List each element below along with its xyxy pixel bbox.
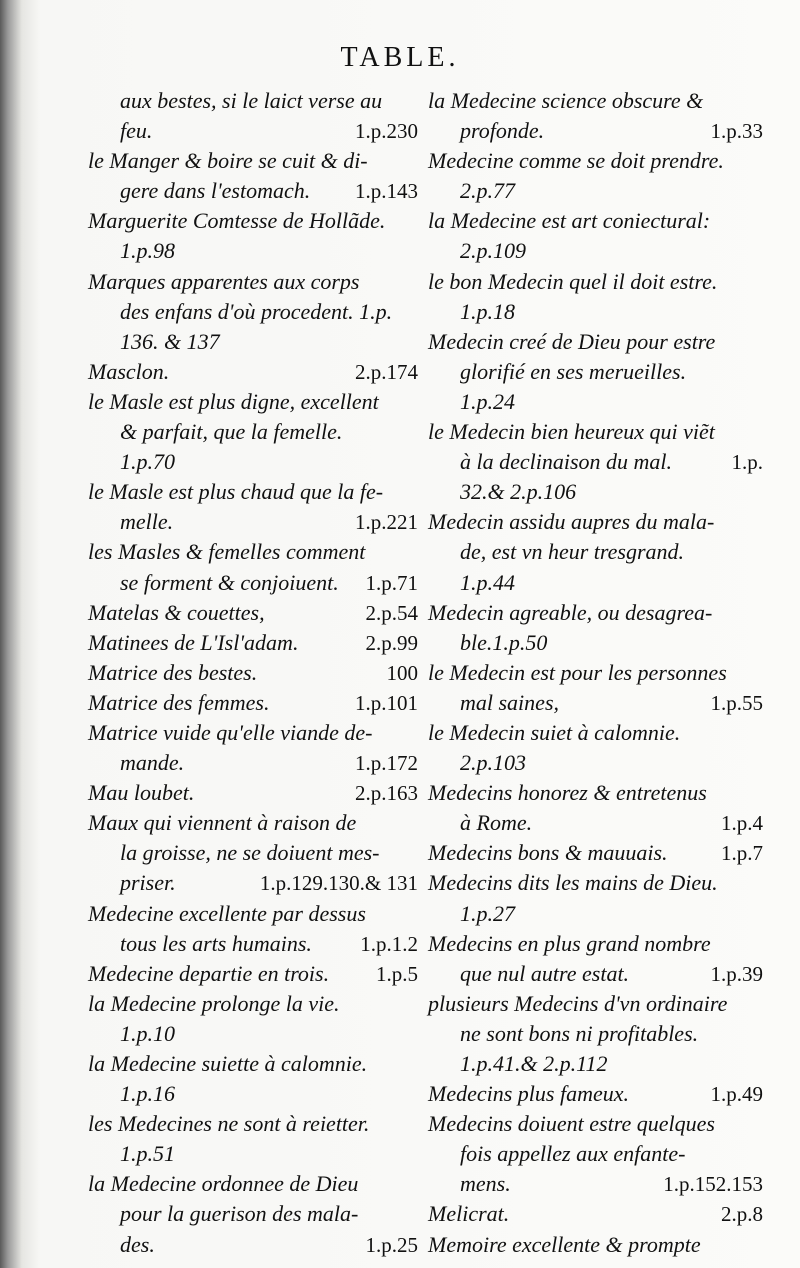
index-entry-text: 1.p.16: [120, 1081, 175, 1107]
index-line: [88, 718, 418, 748]
index-entry-text: Marguerite Comtesse de Hollãde.: [88, 208, 386, 234]
index-entry-text: le Medecin suiet à calomnie.: [428, 719, 681, 745]
page-header: TABLE.: [340, 42, 460, 73]
index-line: [88, 899, 418, 929]
index-line: [88, 989, 418, 1019]
index-line: [88, 658, 418, 688]
index-line: [88, 628, 418, 658]
index-entry-text: la Medecine science obscure &: [428, 88, 704, 113]
index-entry-text: 1.p.44: [460, 569, 515, 595]
index-line: [428, 568, 763, 598]
index-line: [428, 1019, 763, 1049]
page-reference: 1.p.101: [355, 690, 418, 715]
index-column-left: [88, 86, 418, 1260]
index-entry-text: Medecins en plus grand nombre: [428, 930, 711, 956]
index-line: [88, 297, 418, 327]
index-line: [428, 688, 763, 718]
index-entry-text: ble.1.p.50: [460, 629, 548, 655]
page-reference: 2.p.54: [365, 600, 418, 625]
index-entry-text: fois appellez aux enfante-: [460, 1141, 686, 1167]
index-line: [88, 507, 418, 537]
index-entry-text: mande.: [120, 750, 185, 776]
index-entry-text: le Manger & boire se cuit & di-: [88, 148, 368, 174]
index-line: [428, 537, 763, 567]
index-line: [88, 959, 418, 989]
index-line: [88, 778, 418, 808]
index-line: [428, 598, 763, 628]
index-line: [88, 477, 418, 507]
index-entry-text: 1.p.10: [120, 1020, 175, 1046]
index-line: [88, 1109, 418, 1139]
index-entry-text: les Medecines ne sont à reietter.: [88, 1111, 370, 1137]
index-entry-text: Medecins plus fameux.: [428, 1081, 629, 1107]
index-entry-text: Marques apparentes aux corps: [88, 268, 360, 294]
index-entry-text: le Medecin bien heureux qui viẽt: [428, 419, 715, 445]
index-line: [88, 748, 418, 778]
page-reference: 1.p.71: [365, 570, 418, 595]
index-line: [88, 327, 418, 357]
index-line: [88, 568, 418, 598]
page-reference: 1.p.33: [710, 119, 763, 144]
index-entry-text: priser.: [120, 870, 176, 896]
index-line: [88, 206, 418, 236]
index-entry-text: Medecins dits les mains de Dieu.: [428, 870, 718, 896]
page-reference: 2.p.174: [355, 359, 418, 384]
index-entry-text: se forment & conjoiuent.: [120, 569, 339, 595]
index-line: [428, 1169, 763, 1199]
index-entry-text: Medecin assidu aupres du mala-: [428, 509, 715, 535]
page-reference: 1.p.152.153: [663, 1172, 763, 1197]
index-entry-text: des.: [120, 1231, 155, 1257]
page-reference: 1.p.55: [710, 690, 763, 715]
index-line: [88, 236, 418, 266]
index-entry-text: profonde.: [460, 118, 545, 144]
index-line: [88, 267, 418, 297]
index-line: [88, 1139, 418, 1169]
index-line: [88, 417, 418, 447]
index-entry-text: gere dans l'estomach.: [120, 178, 311, 204]
index-line: [88, 86, 418, 116]
page-reference: 1.p.49: [710, 1082, 763, 1107]
index-line: [88, 1199, 418, 1229]
index-entry-text: 1.p.27: [460, 900, 515, 926]
index-entry-text: la Medecine suiette à calomnie.: [88, 1051, 368, 1076]
page-reference: 1.p.1.2: [360, 931, 418, 956]
index-line: [88, 176, 418, 206]
index-line: [428, 297, 763, 327]
index-line: [428, 1199, 763, 1229]
index-line: [428, 146, 763, 176]
page-reference: 1.p.129.130.& 131: [259, 871, 418, 896]
index-entry-text: 2.p.109: [460, 238, 526, 264]
index-entry-text: la Medecine ordonnee de Dieu: [88, 1171, 359, 1197]
page-reference: 1.p.221: [355, 510, 418, 535]
page-reference: 1.p.4: [721, 811, 763, 836]
index-entry-text: Medecin agreable, ou desagrea-: [428, 599, 713, 625]
index-entry-text: 1.p.24: [460, 388, 515, 414]
index-entry-text: Medecins bons & mauuais.: [428, 840, 668, 866]
index-entry-text: la Medecine est art coniectural:: [428, 208, 711, 234]
index-entry-text: des enfans d'où procedent. 1.p.: [120, 298, 393, 324]
index-line: [88, 537, 418, 567]
index-line: [428, 778, 763, 808]
index-line: [88, 808, 418, 838]
index-line: [428, 718, 763, 748]
index-line: [428, 838, 763, 868]
index-line: [428, 447, 763, 477]
index-line: [88, 447, 418, 477]
index-line: [428, 267, 763, 297]
index-line: [88, 688, 418, 718]
page-reference: 2.p.99: [365, 630, 418, 655]
index-entry-text: Medecine excellente par dessus: [88, 900, 366, 926]
index-entry-text: Matrice des bestes.: [88, 659, 258, 685]
index-line: [88, 146, 418, 176]
index-line: [428, 116, 763, 146]
index-entry-text: Mau loubet.: [88, 780, 195, 806]
index-line: [428, 236, 763, 266]
index-entry-text: Matrice vuide qu'elle viande de-: [88, 719, 373, 745]
index-entry-text: mal saines,: [460, 689, 559, 715]
index-entry-text: 136. & 137: [120, 328, 220, 354]
index-line: [428, 1230, 763, 1260]
index-line: [428, 899, 763, 929]
index-line: [428, 86, 763, 116]
index-line: [428, 628, 763, 658]
index-entry-text: la groisse, ne se doiuent mes-: [120, 840, 380, 866]
page-reference: 1.p.7: [721, 841, 763, 866]
index-entry-text: pour la guerison des mala-: [120, 1201, 359, 1227]
index-line: [88, 357, 418, 387]
index-line: [428, 959, 763, 989]
index-line: [88, 387, 418, 417]
index-entry-text: plusieurs Medecins d'vn ordinaire: [428, 990, 728, 1016]
index-entry-text: Matinees de L'Isl'adam.: [88, 629, 299, 655]
index-entry-text: Matrice des femmes.: [88, 689, 270, 715]
page-reference: 1.p.: [731, 450, 763, 475]
index-entry-text: Medecins honorez & entretenus: [428, 780, 707, 806]
index-entry-text: les Masles & femelles comment: [88, 539, 366, 565]
index-line: [428, 1079, 763, 1109]
index-line: [428, 417, 763, 447]
index-entry-text: à Rome.: [460, 810, 533, 836]
index-entry-text: glorifié en ses merueilles.: [460, 358, 687, 384]
index-entry-text: le Masle est plus digne, excellent: [88, 388, 379, 414]
page-reference: 1.p.25: [365, 1232, 418, 1257]
index-line: [88, 929, 418, 959]
index-line: [88, 598, 418, 628]
index-line: [428, 387, 763, 417]
index-line: [428, 1049, 763, 1079]
index-line: [88, 116, 418, 146]
index-line: [88, 1230, 418, 1260]
index-entry-text: le Medecin est pour les personnes: [428, 659, 727, 685]
index-entry-text: ne sont bons ni profitables.: [460, 1020, 699, 1046]
index-entry-text: de, est vn heur tresgrand.: [460, 539, 685, 565]
index-entry-text: 2.p.103: [460, 750, 526, 776]
index-entry-text: Medecins doiuent estre quelques: [428, 1111, 715, 1137]
index-line: [428, 658, 763, 688]
index-entry-text: 1.p.70: [120, 449, 175, 475]
index-entry-text: Melicrat.: [428, 1201, 510, 1227]
page-reference: 2.p.163: [355, 781, 418, 806]
index-line: [428, 176, 763, 206]
index-entry-text: mens.: [460, 1171, 511, 1197]
index-entry-text: Masclon.: [88, 358, 170, 384]
page-reference: 100: [386, 660, 418, 685]
index-line: [428, 357, 763, 387]
index-entry-text: 1.p.41.& 2.p.112: [460, 1051, 608, 1076]
index-line: [88, 1169, 418, 1199]
index-line: [428, 808, 763, 838]
index-line: [428, 748, 763, 778]
index-entry-text: Matelas & couettes,: [88, 599, 265, 625]
index-line: [428, 477, 763, 507]
index-line: [88, 868, 418, 898]
index-entry-text: 1.p.98: [120, 238, 175, 264]
index-line: [428, 327, 763, 357]
index-entry-text: 2.p.77: [460, 178, 515, 204]
index-entry-text: Medecine departie en trois.: [88, 960, 330, 986]
index-entry-text: & parfait, que la femelle.: [120, 419, 343, 445]
page-reference: 2.p.8: [721, 1202, 763, 1227]
index-entry-text: tous les arts humains.: [120, 930, 312, 956]
index-entry-text: à la declinaison du mal.: [460, 449, 673, 475]
index-line: [428, 1109, 763, 1139]
index-entry-text: le Masle est plus chaud que la fe-: [88, 479, 384, 505]
index-entry-text: Maux qui viennent à raison de: [88, 810, 357, 836]
index-entry-text: Memoire excellente & prompte: [428, 1231, 701, 1257]
index-entry-text: Medecin creé de Dieu pour estre: [428, 328, 716, 354]
index-line: [88, 838, 418, 868]
index-entry-text: melle.: [120, 509, 174, 535]
index-line: [428, 989, 763, 1019]
index-entry-text: 1.p.51: [120, 1141, 175, 1167]
index-entry-text: le bon Medecin quel il doit estre.: [428, 268, 718, 294]
index-entry-text: Medecine comme se doit prendre.: [428, 148, 724, 174]
index-line: [428, 206, 763, 236]
index-line: [428, 1139, 763, 1169]
index-column-right: [428, 86, 763, 1260]
index-line: [88, 1019, 418, 1049]
index-line: [428, 868, 763, 898]
page-reference: 1.p.172: [355, 751, 418, 776]
page-reference: 1.p.39: [710, 961, 763, 986]
page-reference: 1.p.143: [355, 179, 418, 204]
index-entry-text: la Medecine prolonge la vie.: [88, 990, 340, 1016]
index-line: [88, 1079, 418, 1109]
index-entry-text: que nul autre estat.: [460, 960, 630, 986]
index-entry-text: feu.: [120, 118, 153, 144]
page-reference: 1.p.230: [355, 119, 418, 144]
index-entry-text: 1.p.18: [460, 298, 515, 324]
page-reference: 1.p.5: [376, 961, 418, 986]
index-entry-text: 32.& 2.p.106: [460, 479, 577, 505]
index-line: [88, 1049, 418, 1079]
index-entry-text: aux bestes, si le laict verse au: [120, 88, 383, 113]
index-line: [428, 929, 763, 959]
index-line: [428, 507, 763, 537]
